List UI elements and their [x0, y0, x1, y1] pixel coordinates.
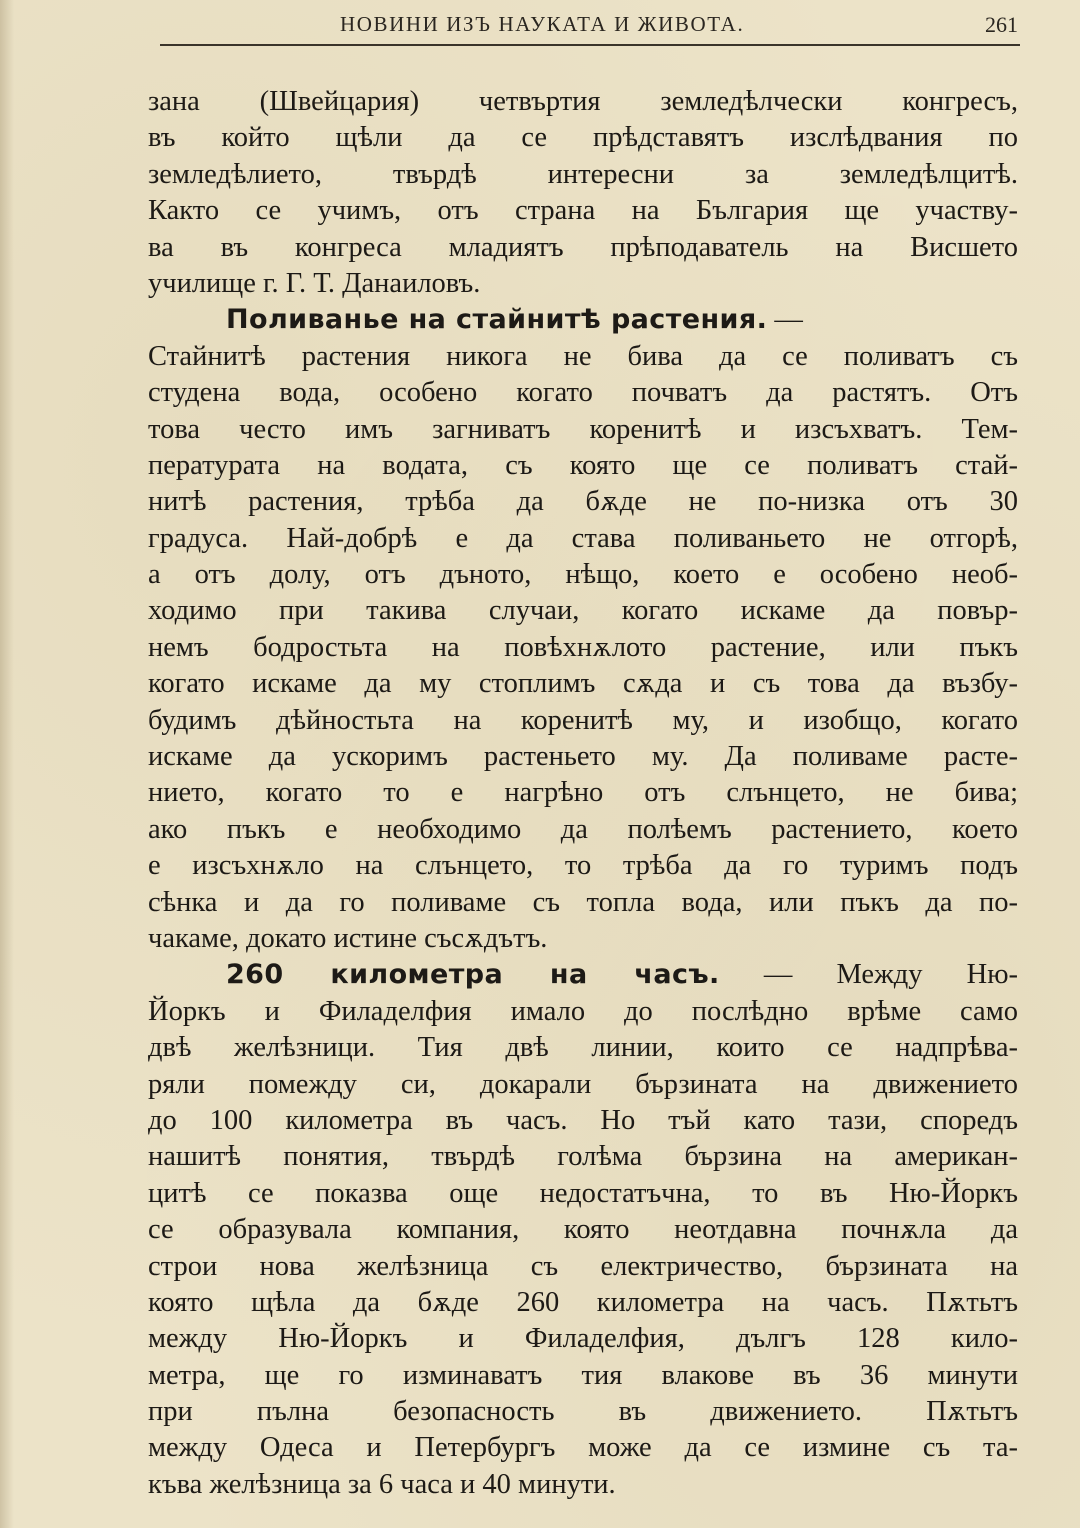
text-line: метра, ще го изминаватъ тия влакове въ 36 минути [148, 1359, 1018, 1391]
text-line: до 100 километра въ часъ. Но тъй като тази, споредъ [148, 1104, 1018, 1136]
text-line: между Ню-Йоркъ и Филаделфия, дългъ 128 кило- [148, 1323, 1018, 1355]
text-line: чакаме, докато истине съсѫдътъ. [148, 922, 548, 954]
text-line: Стайнитѣ растения никога не бива да се поливатъ съ [148, 340, 1018, 372]
text-line: цитѣ се показва още недостатъчна, то въ Ню-Йоркъ [148, 1177, 1018, 1209]
text-line: сѣнка и да го поливаме съ топла вода, или пъкъ да по- [148, 886, 1018, 918]
text-line: искаме да ускоримъ растеньето му. Да поливаме расте- [148, 741, 1018, 773]
paragraph-260-km [148, 957, 1018, 1503]
text-line: градуса. Най-добрѣ е да става поливаньето не отгорѣ, [148, 522, 1018, 554]
text-line: зана (Швейцария) четвъртия земледѣлчески конгресъ, [148, 86, 1018, 117]
text-line: ва въ конгреса младиятъ прѣподаватель на Висшето [148, 231, 1018, 263]
paragraph-congress [148, 84, 1018, 302]
section-heading: Поливанье на стайнитѣ растения. [226, 304, 768, 336]
article-body [148, 84, 1018, 1503]
text-line: при пълна безопасность въ движението. Пѫтьтъ [148, 1396, 1018, 1428]
text-line: нието, когато то е нагрѣно отъ слънцето, не бива; [148, 777, 1018, 809]
text-line: е изсъхнѫло на слънцето, то трѣба да го туримъ подъ [148, 850, 1018, 882]
text-line: а отъ долу, отъ дъното, нѣщо, което е особено необ- [148, 559, 1018, 591]
header-rule [160, 44, 1020, 46]
text-line: която щѣла да бѫде 260 километра на часъ. Пѫтьтъ [148, 1286, 1018, 1318]
running-head [160, 8, 1020, 44]
text-line: студена вода, особено когато почватъ да растятъ. Отъ [148, 377, 1018, 409]
text-line: училище г. Г. Т. Данаиловъ. [148, 267, 481, 299]
text-line: земледѣлието, твърдѣ интересни за земледѣлцитѣ. [148, 158, 1018, 190]
text-line: между Одеса и Петербургъ може да се измине съ та- [148, 1432, 1018, 1464]
text-line: будимъ дѣйностьта на коренитѣ му, и изобщо, когато [148, 704, 1018, 736]
text-line: ряли помежду си, докарали бързината на движението [148, 1068, 1018, 1100]
running-title: НОВИНИ ИЗЪ НАУКАТА И ЖИВОТА. [340, 12, 745, 36]
text-line: се образувала компания, която неотдавна почнѫла да [148, 1214, 1018, 1246]
text-line: нашитѣ понятия, твърдѣ голѣма бързина на американ- [148, 1141, 1018, 1173]
page-gutter-shadow [0, 0, 14, 1528]
text-line: строи нова желѣзница съ електричество, бързината на [148, 1250, 1018, 1282]
text-line: въ който щѣли да се прѣдставятъ изслѣдвания по [148, 122, 1018, 154]
paragraph-watering-plants [148, 302, 1018, 957]
text-line: това често имъ загниватъ коренитѣ и изсъхватъ. Тем- [148, 413, 1018, 445]
section-heading-line [148, 302, 1018, 338]
text-line: Йоркъ и Филаделфия имало до послѣдно врѣме само [148, 995, 1018, 1027]
text-line: когато искаме да му стоплимъ сѫда и съ това да възбу- [148, 668, 1018, 700]
heading-dash: — [767, 304, 803, 336]
text-line: нитѣ растения, трѣба да бѫде не по-низка отъ 30 [148, 486, 1018, 518]
text-line: немъ бодростьта на повѣхнѫлото растение, или пъкъ [148, 631, 1018, 663]
section-heading: 260 километра на часъ. [226, 959, 720, 991]
text-line: ако пъкъ е необходимо да полѣемъ растението, което [148, 813, 1018, 845]
text-line: къва желѣзница за 6 часа и 40 минути. [148, 1468, 616, 1500]
text-line: пературата на водата, съ която ще се поливатъ стай- [148, 449, 1018, 481]
section-heading-line [148, 957, 1018, 993]
text-line: ходимо при такива случаи, когато искаме да повър- [148, 595, 1018, 627]
text-line: двѣ желѣзници. Тия двѣ линии, които се надпрѣва- [148, 1032, 1018, 1064]
text-line: Както се учимъ, отъ страна на България ще участву- [148, 195, 1018, 227]
heading-dash: — Между Ню- [719, 959, 1019, 991]
page-number: 261 [985, 12, 1018, 37]
